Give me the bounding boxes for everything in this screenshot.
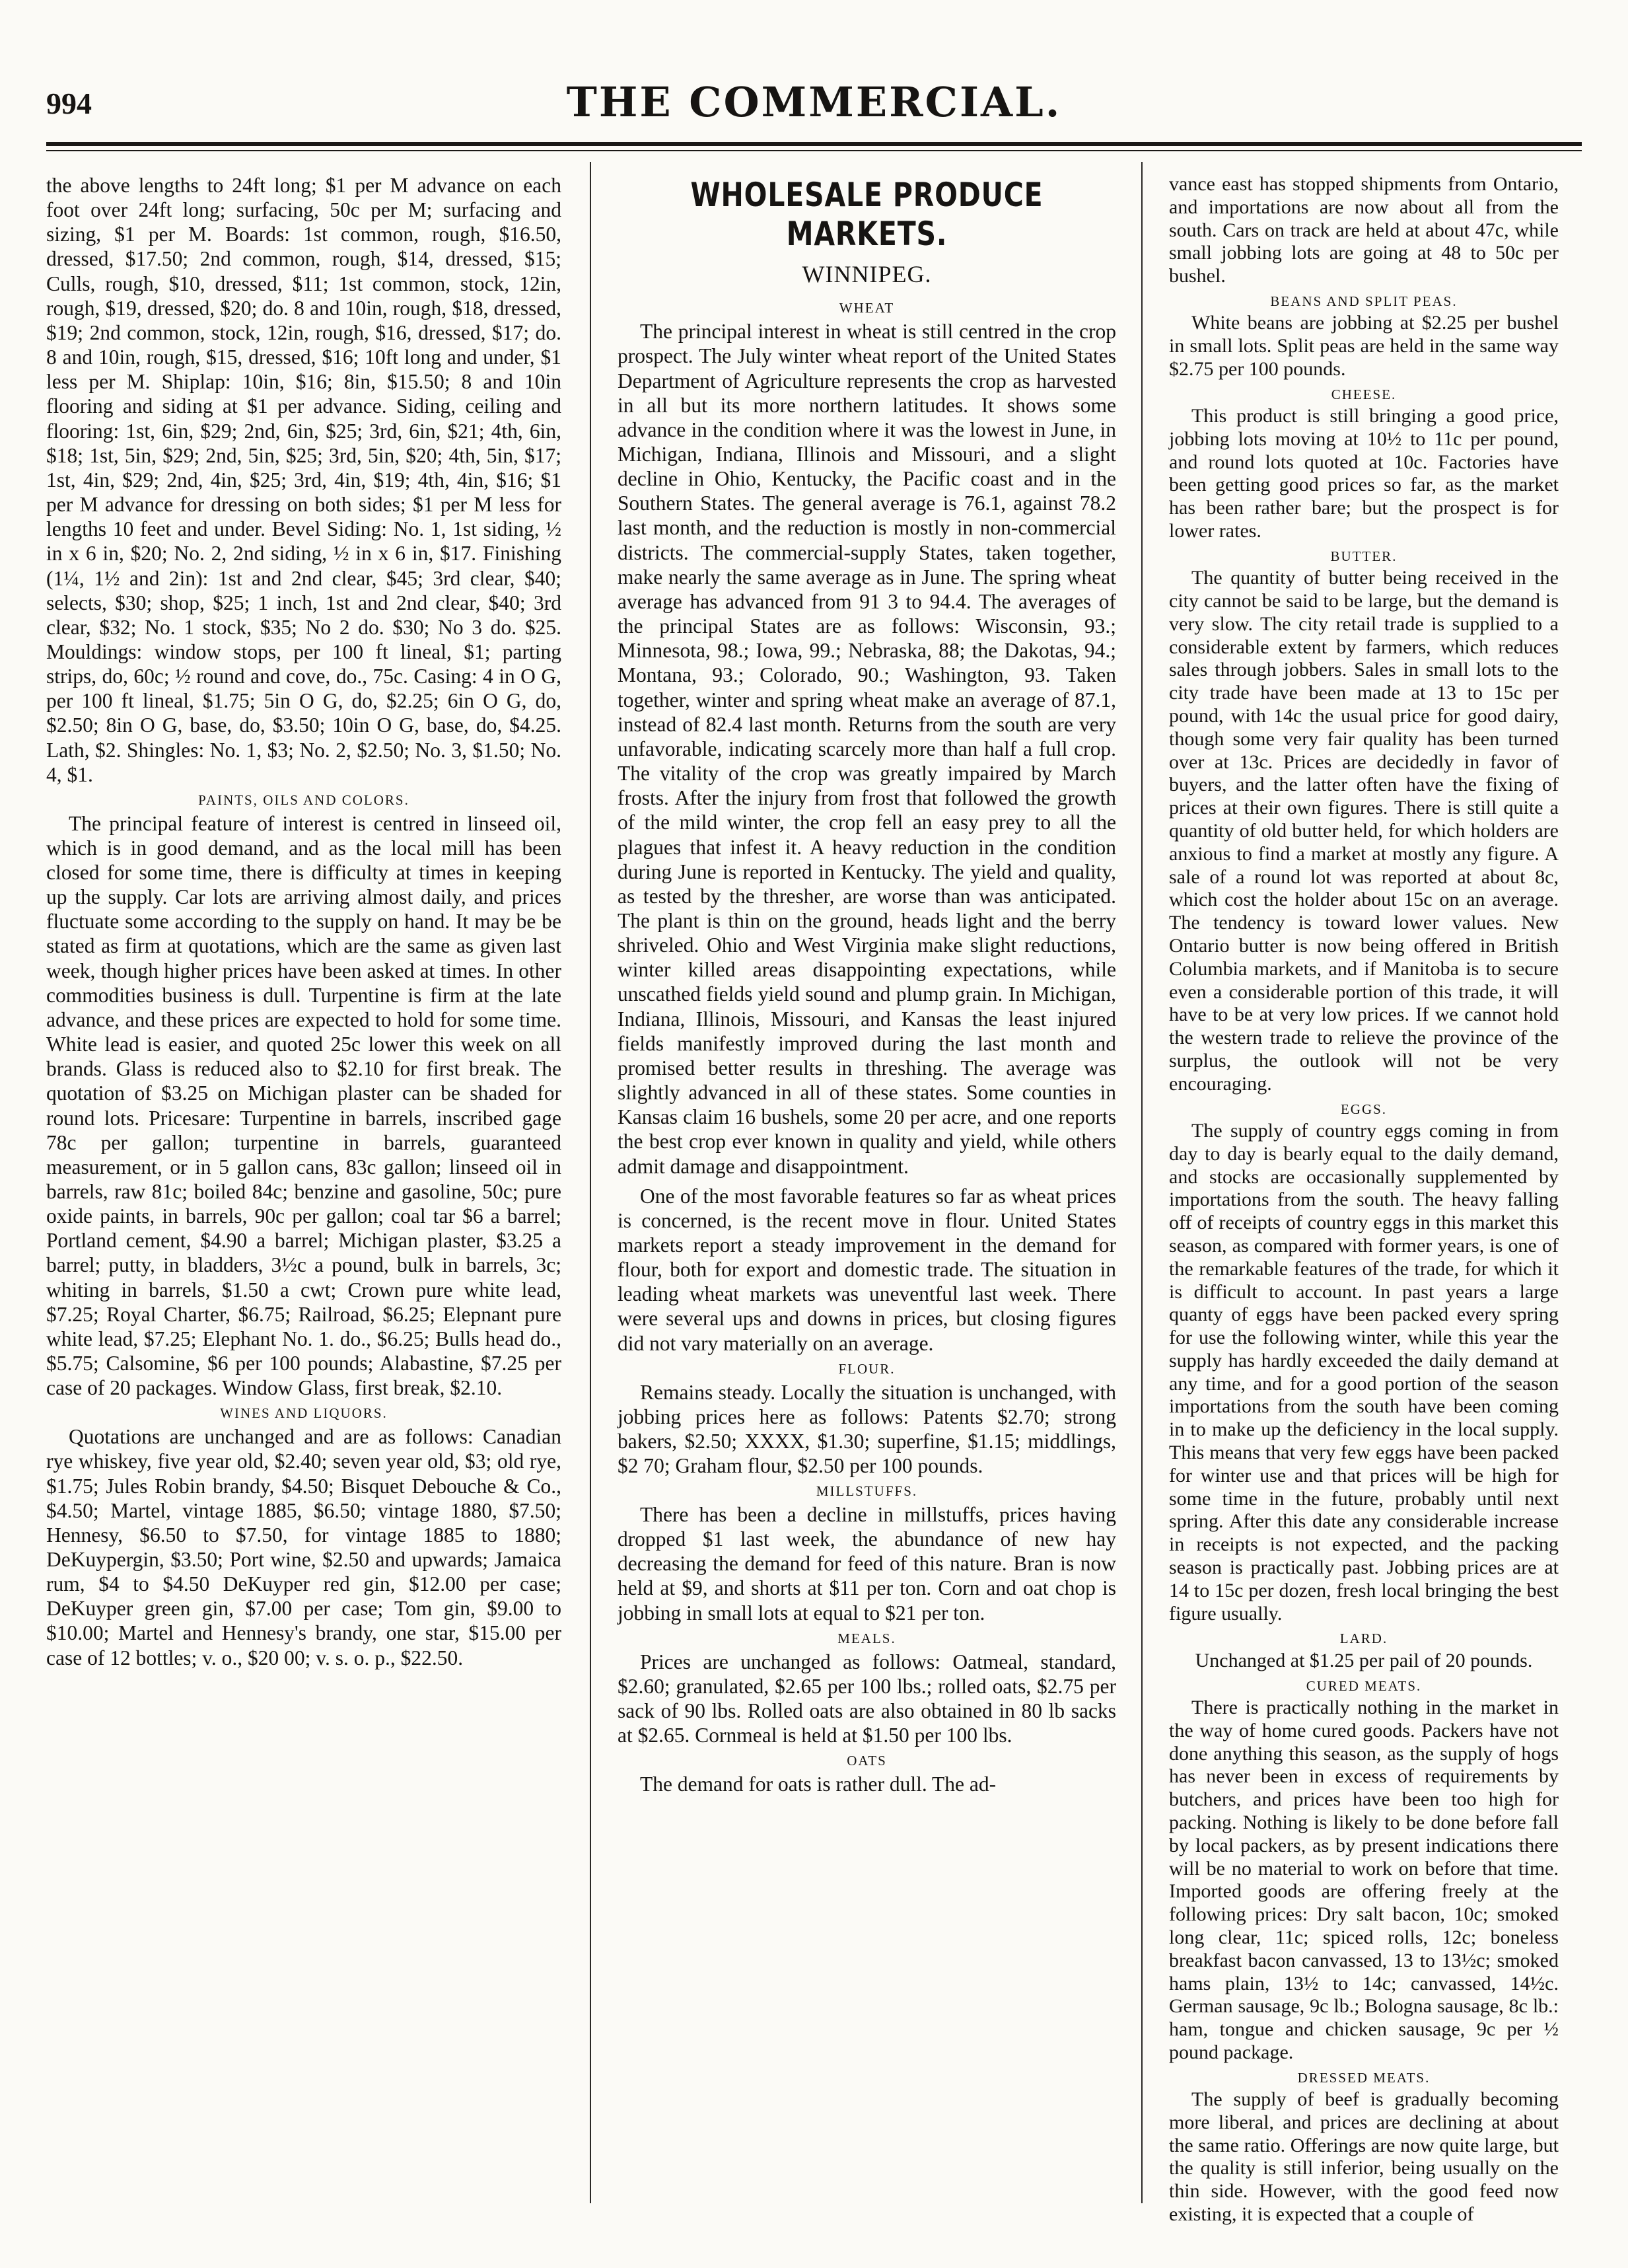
wines-text: Quotations are unchanged and are as follows: Canadian rye whiskey, five year old, $2.40; seven year old, $3; old rye, $1.75; Jules Robin brandy, $4.50; Bisquet Debouche & Co., $4.50; Martel, vintage 1885, $6.50; vintage 1880, $7.50; Hennesy, $6.50 to $7.50, for vintage 1885 to 1880; DeKuypergin, $3.50; Port wine, $2.50 and upwards; Jamaica rum, $4 to $4.50 DeKuyper red gin, $12.00 per case; DeKuyper green gin, $7.00 per case; Tom gin, $9.00 to $10.00; Martel and Hennesy's brandy, one star, $15.00 per case of 12 bottles; v. o., $20 00; v. s. o. p., $22.50. [46, 1425, 561, 1669]
wheat-heading: WHEAT [839, 300, 895, 316]
butter-text: The quantity of butter being received in the city cannot be said to be large, but the demand is very slow. The city retail trade is supplied to a considerable extent by farmers, which reduces sales through jobbers. Sales in small lots to the city trade have been made at 13 to 15c per pound, with 14c the usual price for good dairy, though some very fair quality has been turned over at 13c. Prices are decidedly in favor of buyers, and the latter often have the fixing of prices at their own figures. There is still quite a quantity of old butter held, for which holders are anxious to find a market at mostly any figure. A sale of a round lot was reported at about 8c, which cost the holder about 15c on an average. The tendency is toward lower values. New Ontario butter is now being offered in British Columbia markets, and if Manitoba is to secure even a considerable portion of this trade, it will have to be at very low prices. If we cannot hold the western trade to relieve the province of the surplus, the outlook will not be very encouraging. [1169, 567, 1559, 1095]
eggs-heading: EGGS. [1340, 1101, 1388, 1117]
cheese-text: This product is still bringing a good price, jobbing lots moving at 10½ to 11c per pound, and round lots quoted at 10c. Factories have been getting good prices so far, as the market has been rather bare; but the prospect is for lower rates. [1169, 405, 1559, 542]
lard-text: Unchanged at $1.25 per pail of 20 pounds. [1195, 1649, 1533, 1671]
paints-text: The principal feature of interest is centred in linseed oil, which is in good demand, and as the local mill has been closed for some time, there is difficulty at times in keeping up the supply. Car lots are arriving almost daily, and prices fluctuate some according to the supply on hand. It may be be stated as firm at quotations, which are the same as given last week, though higher prices have been asked at times. In other commodities business is dull. Turpentine is firm at the late advance, and these prices are expected to hold for some time. White lead is easier, and quoted 25c lower this week on all brands. Glass is reduced also to $2.10 for first break. The quotation of $3.25 on Michigan plaster can be shaded for round lots. Pricesare: Turpentine in barrels, inscribed gage 78c per gallon; turpentine in barrels, guaranteed measurement, or in 5 gallon cans, 83c gallon; linseed oil in barrels, raw 81c; boiled 84c; benzine and gasoline, 50c; pure oxide paints, in barrels, 90c per gallon; coal tar $6 a barrel; Portland cement, $4.90 a barrel; Michigan plaster, $3.25 a barrel; putty, in bladders, 3½c a pound, bulk in barrels, 3c; whiting in barrels, $1.50 a cwt; Crown pure white lead, $7.25; Royal Charter, $6.75; Railroad, $6.25; Elepnant pure white lead, $7.25; Elephant No. 1. do., $6.25; Bulls head do., $5.75; Calsomine, $6 per 100 pounds; Alabastine, $7.25 per case of 20 packages. Window Glass, first break, $2.10. [46, 811, 561, 1400]
beans-text: White beans are jobbing at $2.25 per bushel in small lots. Split peas are held in the same way $2.75 per 100 pounds. [1169, 312, 1559, 380]
lumber-prices-text: the above lengths to 24ft long; $1 per M advance on each foot over 24ft long; surfacing, 50c per M; surfacing and sizing, $1 per M. Boards: 1st common, rough, $16.50, dressed, $17.50; 2nd common, rough, $14, dressed, $15; Culls, rough, $10, dressed, $11; 1st common, stock, 12in, rough, $19, dressed, $20; do. 8 and 10in, rough, $18, dressed, $19; 2nd common, stock, 12in, rough, $16, dressed, $17; do. 8 and 10in, rough, $15, dressed, $16; 10ft long and under, $1 less per M. Shiplap: 10in, $16; 8in, $15.50; 8 and 10in flooring and siding at $1 per advance. Siding, ceiling and flooring: 1st, 6in, $29; 2nd, 6in, $25; 3rd, 6in, $21; 4th, 6in, $18; 1st, 5in, $29; 2nd, 5in, $25; 3rd, 5in, $20; 4th, 5in, $17; 1st, 4in, $29; 2nd, 4in, $25; 3rd, 4in, $19; 4th, 4in, $16; $1 per M advance for dressing on both sides; $1 per M less for lengths 10 feet and under. Bevel Siding: No. 1, 1st siding, ½ in x 6 in, $20; No. 2, 2nd siding, ½ in x 6 in, $17. Finishing (1¼, 1½ and 2in): 1st and 2nd clear, $45; 3rd clear, $40; selects, $30; shop, $25; 1 inch, 1st and 2nd clear, $40; 3rd clear, $32; No. 1 stock, $35; No 2 do. $30; No 3 do. $25. Mouldings: window stops, per 100 ft lineal, $1; parting strips, do, 60c; ½ round and cove, do., 75c. Casing: 4 in O G, per 100 ft lineal, $1.75; 5in O G, do, $2.25; 6in O G, do, $2.50; 8in O G, base, do, $3.50; 10in O G, base, do, $4.25. Lath, $2. Shingles: No. 1, $3; No. 2, $2.50; No. 3, $1.50; No. 4, $1. [46, 174, 561, 786]
column-divider-2 [1141, 162, 1143, 2203]
dressed-meats-heading: DRESSED MEATS. [1297, 2069, 1431, 2086]
wheat-text-2: One of the most favorable features so far as wheat prices is concerned, is the recent move in flour. United States markets report a steady improvement in the demand for flour, both for export and domestic trade. The situation in leading wheat markets was uneventful last week. There were several ups and downs in prices, but closing figures did not vary materially on an average. [618, 1184, 1116, 1355]
oats-heading: OATS [847, 1753, 887, 1769]
butter-heading: BUTTER. [1330, 548, 1398, 564]
meals-text: Prices are unchanged as follows: Oatmeal, standard, $2.60; granulated, $2.65 per 100 lbs.; rolled oats, $2.75 per sack of 90 lbs. Rolled oats are also obtained in 80 lb sacks at $2.65. Cornmeal is held at $1.50 per 100 lbs. [618, 1650, 1116, 1747]
cheese-heading: CHEESE. [1331, 386, 1397, 402]
column-1 [46, 173, 561, 2208]
oats-text: The demand for oats is rather dull. The ad- [640, 1772, 997, 1796]
header-rule-thin [46, 150, 1582, 151]
cured-meats-text: There is practically nothing in the market in the way of home cured goods. Packers have not done anything this season, as the supply of hogs has never been in excess of requirements by butchers, and prices have been too high for packing. Nothing is likely to be done before fall by local packers, as by present indications there will be no material to work on before that time. Imported goods are offering freely at the following prices: Dry salt bacon, 10c; smoked long clear, 11c; spiced rolls, 12c; boneless breakfast bacon canvassed, 13 to 13½c; smoked hams plain, 13½ to 14c; canvassed, 14½c. German sausage, 9c lb.; Bologna sausage, 8c lb.: ham, tongue and chicken sausage, 9c per ½ pound package. [1169, 1696, 1559, 2063]
millstuffs-heading: MILLSTUFFS. [816, 1483, 918, 1500]
column-3 [1169, 173, 1559, 2226]
millstuffs-text: There has been a decline in millstuffs, prices having dropped $1 last week, the abundance of new hay decreasing the demand for feed of this nature. Bran is now held at $9, and shorts at $11 per ton. Corn and oat chop is jobbing in small lots at equal to $21 per ton. [618, 1502, 1116, 1625]
masthead: THE COMMERCIAL. [566, 78, 1062, 126]
meals-heading: MEALS. [837, 1630, 896, 1646]
beans-heading: BEANS AND SPLIT PEAS. [1270, 293, 1458, 309]
flour-heading: FLOUR. [838, 1360, 896, 1377]
city-heading: WINNIPEG. [802, 261, 932, 287]
paints-heading: PAINTS, OILS AND COLORS. [198, 791, 409, 808]
column-divider-1 [590, 162, 591, 2203]
oats-continued-text: vance east has stopped shipments from Ontario, and importations are now about all from the south. Cars on track are held at about 47c, while small jobbing lots are going at 48 to 50c per bushel. [1169, 173, 1559, 287]
wines-heading: WINES AND LIQUORS. [220, 1405, 388, 1422]
section-heading: WHOLESALE PRODUCE MARKETS. [690, 176, 1044, 253]
dressed-meats-text: The supply of beef is gradually becoming more liberal, and prices are declining at about the same ratio. Offerings are now quite large, but the quality is still inferior, being usually on the thin side. However, with the good feed now existing, it is expected that a couple of [1169, 2088, 1559, 2226]
wheat-text-1: The principal interest in wheat is still centred in the crop prospect. The July winter wheat report of the United States Department of Agriculture represents the crop as harvested in all but its more northern latitudes. It shows some advance in the condition where it was the lowest in June, in Michigan, Indiana, Illinois and Missouri, and a slight decline in Ohio, Kentucky, the Pacific coast and in the Southern States. The general average is 76.1, against 78.2 last month, and the reduction is mostly in non-commercial districts. The commercial-supply States, taken together, make nearly the same average as in June. The spring wheat average has advanced from 91 3 to 94.4. The averages of the principal States are as follows: Wisconsin, 93.; Minnesota, 98.; Iowa, 99.; Nebraska, 88; the Dakotas, 94.; Montana, 93.; Colorado, 90.; Washington, 93. Taken together, winter and spring wheat make an average of 87.1, instead of 82.4 last month. Returns from the south are very unfavorable, indicating scarcely more than half a full crop. The vitality of the crop was greatly impaired by March frosts. After the injury from frost that followed the growth of the mild winter, the crop fell an easy prey to all the plagues that infest it. A heavy reduction in the condition during June is reported in Kentucky. The yield and quality, as tested by the thresher, are worse than was anticipated. The plant is thin on the ground, heads light and the berry shriveled. Ohio and West Virginia make slight reductions, winter killed areas disappointing expectations, while unscathed fields yield sound and plump grain. In Michigan, Indiana, Illinois, Missouri, and Kansas the least injured fields manifestly improved during the last month and promised better results in threshing. The average was slightly advanced in all of these states. Some counties in Kansas claim 16 bushels, some 20 per acre, and one reports the best crop ever known in quality and yield, while others admit damage and disappointment. [618, 320, 1116, 1178]
cured-meats-heading: CURED MEATS. [1306, 1677, 1422, 1694]
header-rule-thick [46, 142, 1582, 146]
page-number: 994 [46, 87, 92, 120]
lard-heading: LARD. [1339, 1630, 1388, 1647]
flour-text: Remains steady. Locally the situation is unchanged, with jobbing prices here as follows: Patents $2.70; strong bakers, $2.50; XXXX, $1.30; superfine, $1.15; middlings, $2 70; Graham flour, $2.50 per 100 pounds. [618, 1380, 1116, 1478]
eggs-text: The supply of country eggs coming in from day to day is bearly equal to the daily demand, and stocks are occasionally supplemented by importations from the south. The heavy falling off of receipts of country eggs in this market this season, as compared with former years, is one of the remarkable features of the trade, for which it is difficult to account. In past years a large quanty of eggs have been packed every spring for use the following winter, while this year the supply has hardly exceeded the daily demand at any time, and for a good portion of the season importations from the south have been coming in to make up the deficiency in the local supply. This means that very few eggs have been packed for winter use and that prices will be high for some time in the future, probably until next spring. After this date any considerable increase in receipts is not expected, and the packing season is practically past. Jobbing prices are at 14 to 15c per dozen, fresh local bringing the best figure usually. [1169, 1119, 1559, 1625]
column-2 [618, 173, 1116, 2208]
